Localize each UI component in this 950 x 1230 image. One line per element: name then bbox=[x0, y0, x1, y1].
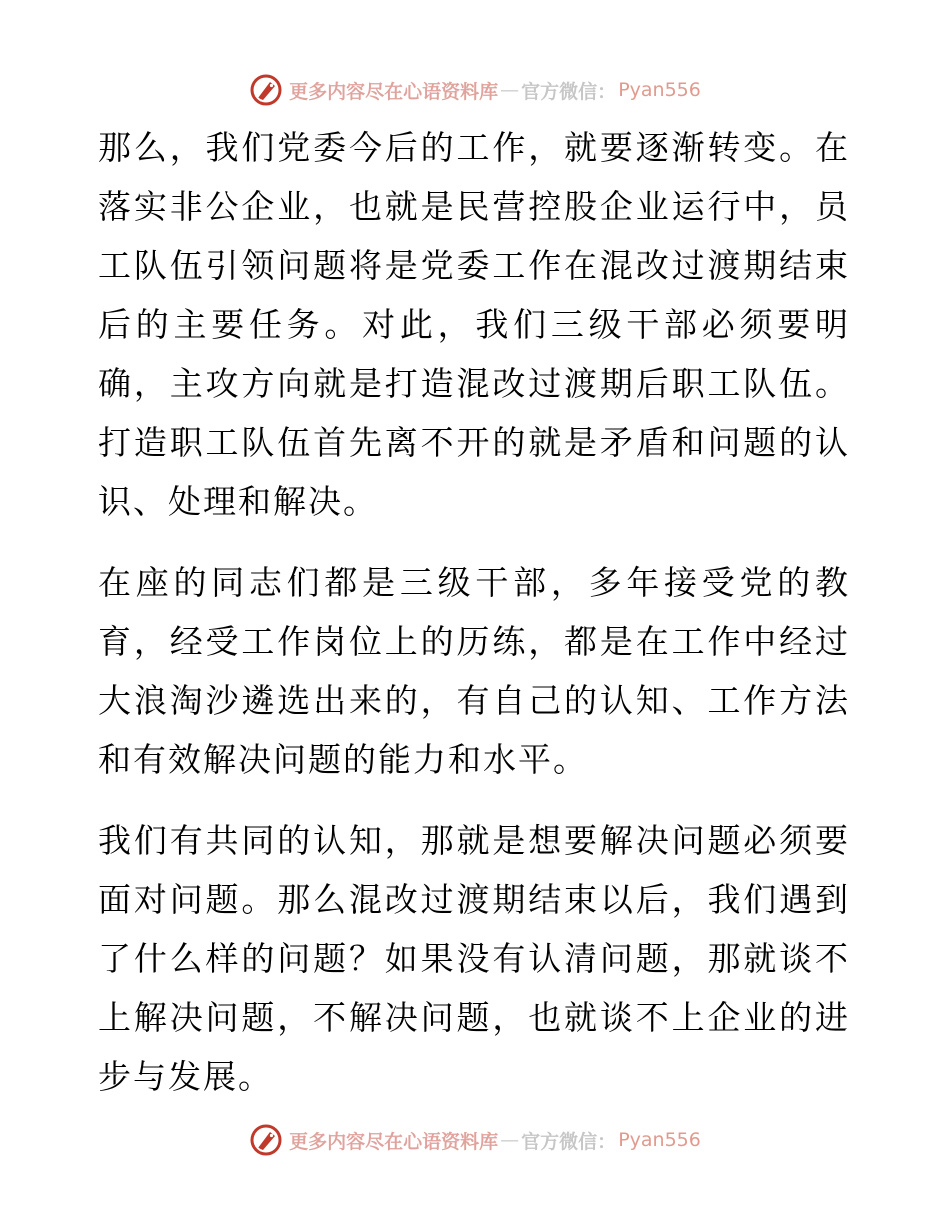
watermark-text: 更多内容尽在心语资料库 bbox=[289, 80, 499, 103]
wechat-id: Pyan556 bbox=[618, 1129, 701, 1151]
paragraph-3: 我们有共同的认知，那就是想要解决问题必须要面对问题。那么混改过渡期结束以后，我们遇到了什么样的问题？如果没有认清问题，那就谈不上解决问题，不解决问题，也就谈不上企业的进步与发展。 bbox=[98, 821, 850, 1096]
watermark-dash: — bbox=[500, 1129, 520, 1151]
watermark-dash: — bbox=[500, 79, 520, 101]
wechat-id: Pyan556 bbox=[618, 79, 701, 101]
watermark-text: 更多内容尽在心语资料库 bbox=[289, 1130, 499, 1153]
pen-nib-icon bbox=[249, 1123, 283, 1157]
pen-nib-icon bbox=[249, 73, 283, 107]
wechat-label: 官方微信： bbox=[521, 1130, 617, 1153]
header-watermark bbox=[0, 70, 950, 110]
paragraph-2: 在座的同志们都是三级干部，多年接受党的教育，经受工作岗位上的历练，都是在工作中经过大浪淘沙遴选出来的，有自己的认知、工作方法和有效解决问题的能力和水平。 bbox=[98, 563, 850, 779]
wechat-label: 官方微信： bbox=[521, 80, 617, 103]
document-body bbox=[98, 118, 850, 1106]
footer-watermark bbox=[0, 1120, 950, 1160]
paragraph-1: 那么，我们党委今后的工作，就要逐渐转变。在落实非公企业，也就是民营控股企业运行中，员工队伍引领问题将是党委工作在混改过渡期结束后的主要任务。对此，我们三级干部必须要明确，主攻方向就是打造混改过渡期后职工队伍。打造职工队伍首先离不开的就是矛盾和问题的认识、处理和解决。 bbox=[98, 128, 850, 521]
